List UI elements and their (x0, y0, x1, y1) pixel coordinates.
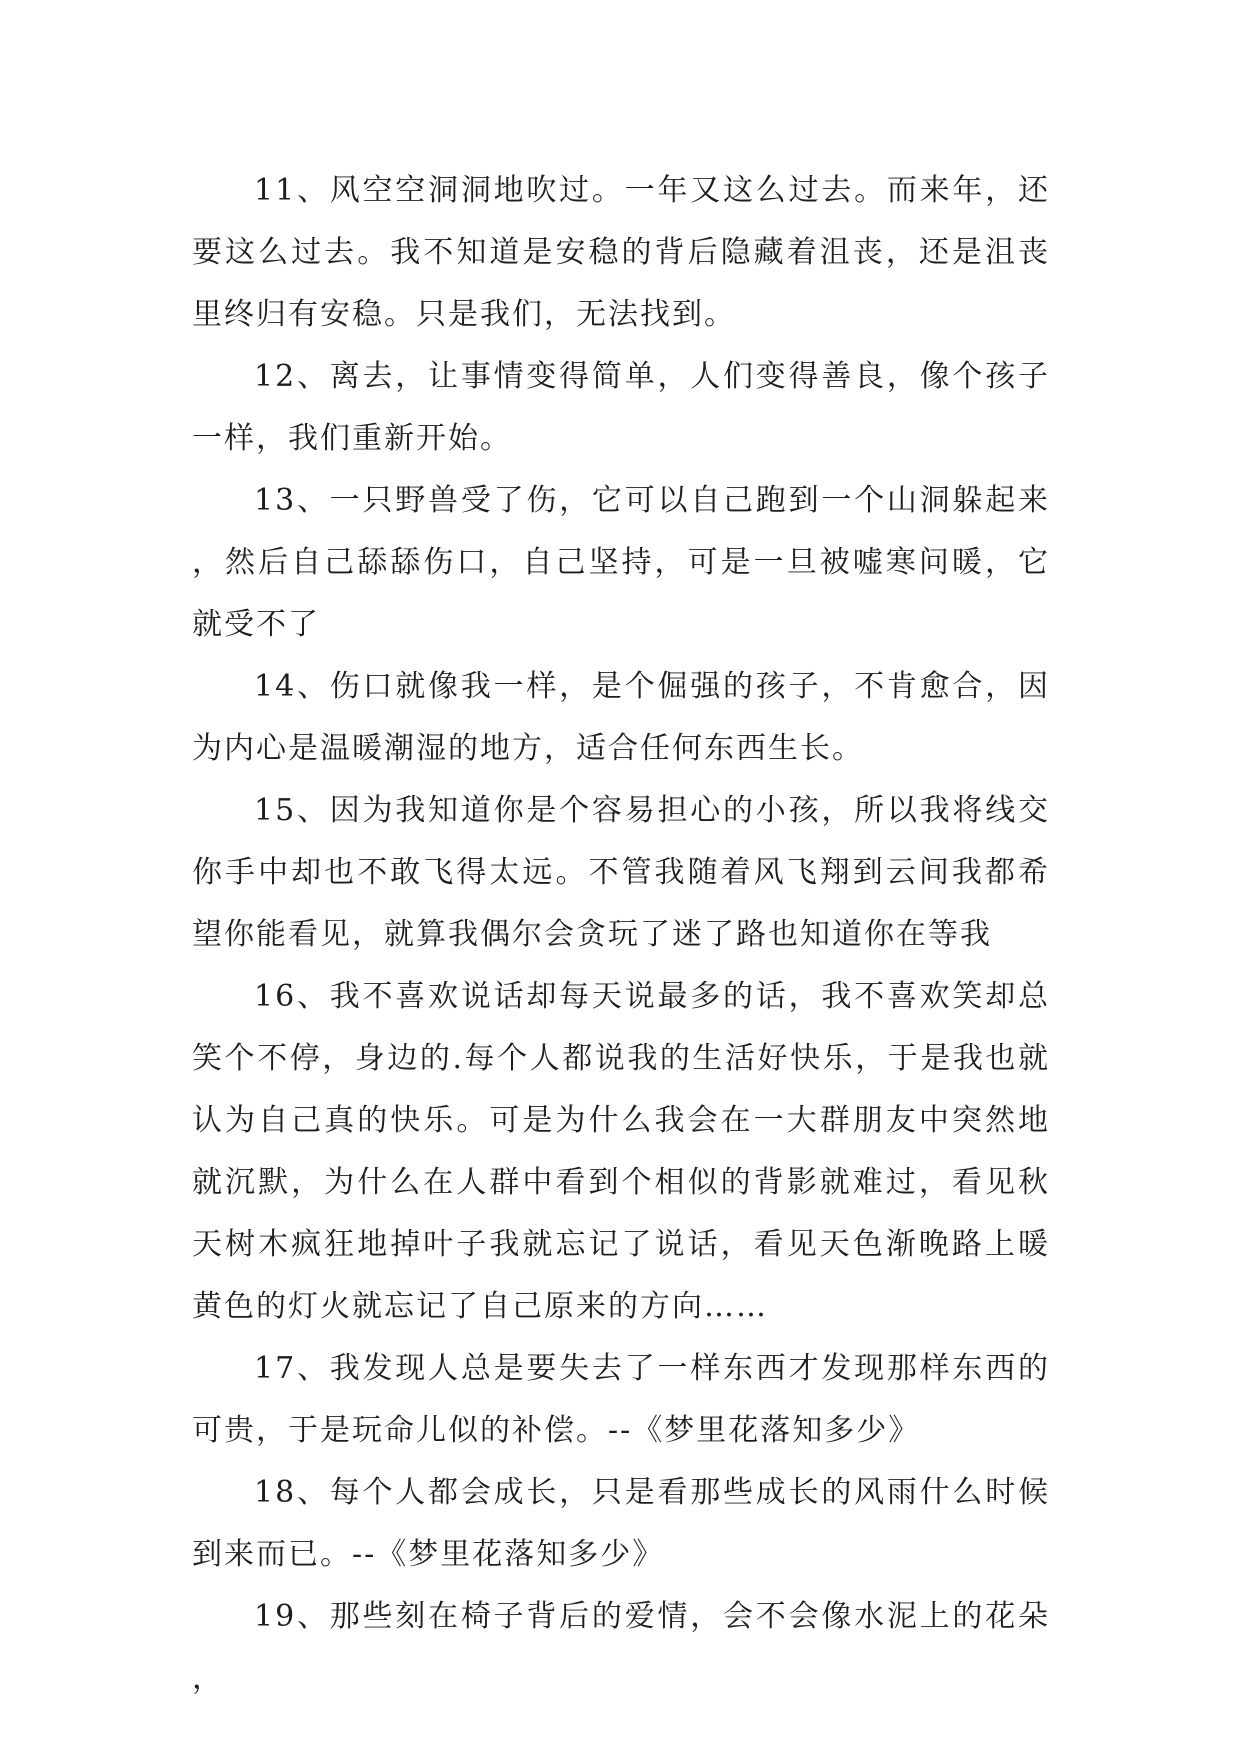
paragraph-14: 14、伤口就像我一样，是个倔强的孩子，不肯愈合，因为内心是温暖潮湿的地方，适合任何东西生长。 (192, 669, 1050, 766)
paragraph-15: 15、因为我知道你是个容易担心的小孩，所以我将线交你手中却也不敢飞得太远。不管我随着风飞翔到云间我都希望你能看见，就算我偶尔会贪玩了迷了路也知道你在等我 (192, 793, 1050, 952)
paragraph-13: 13、一只野兽受了伤，它可以自己跑到一个山洞躲起来，然后自己舔舔伤口，自己坚持，可是一旦被嘘寒问暖，它就受不了 (192, 483, 1050, 642)
document-body (192, 160, 1050, 1710)
paragraph-12: 12、离去，让事情变得简单，人们变得善良，像个孩子一样，我们重新开始。 (192, 359, 1050, 456)
paragraph-19: 19、那些刻在椅子背后的爱情，会不会像水泥上的花朵， (192, 1599, 1050, 1696)
paragraph-17: 17、我发现人总是要失去了一样东西才发现那样东西的可贵，于是玩命儿似的补偿。--《梦里花落知多少》 (192, 1351, 1050, 1448)
paragraph-18: 18、每个人都会成长，只是看那些成长的风雨什么时候到来而已。--《梦里花落知多少》 (192, 1475, 1050, 1572)
paragraph-16: 16、我不喜欢说话却每天说最多的话，我不喜欢笑却总笑个不停，身边的.每个人都说我的生活好快乐，于是我也就认为自己真的快乐。可是为什么我会在一大群朋友中突然地就沉默，为什么在人群中看到个相似的背影就难过，看见秋天树木疯狂地掉叶子我就忘记了说话，看见天色渐晚路上暖黄色的灯火就忘记了自己原来的方向…… (192, 979, 1050, 1324)
paragraph-11: 11、风空空洞洞地吹过。一年又这么过去。而来年，还要这么过去。我不知道是安稳的背后隐藏着沮丧，还是沮丧里终归有安稳。只是我们，无法找到。 (192, 173, 1050, 332)
